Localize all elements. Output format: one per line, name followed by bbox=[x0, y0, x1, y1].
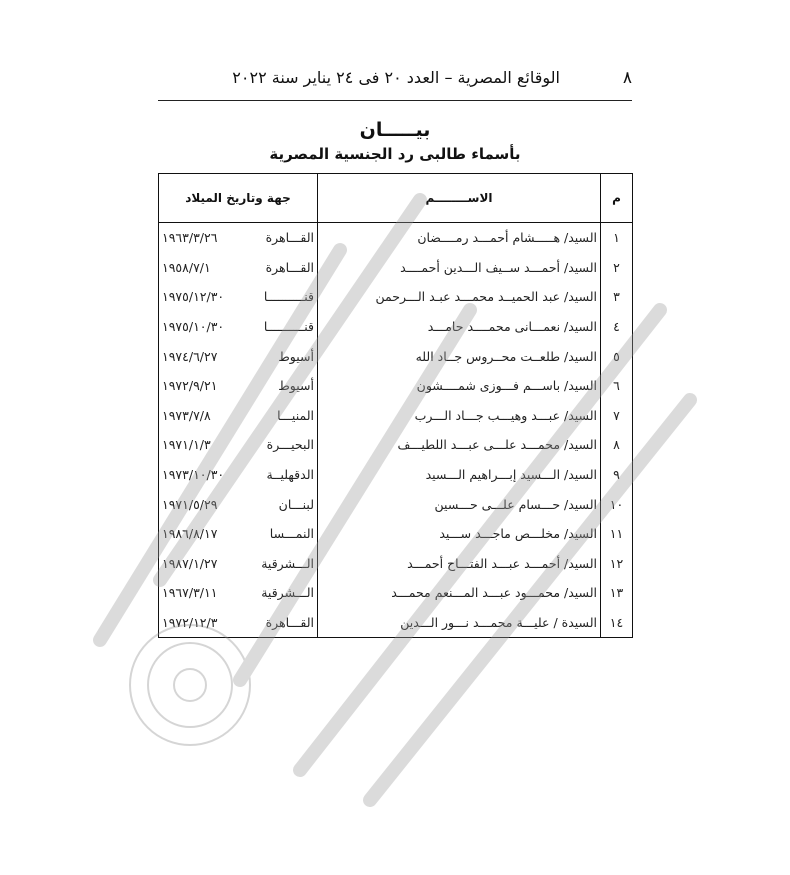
birth-place: الدقهليــة bbox=[266, 467, 314, 483]
applicant-name: السيد/ طلعــت محــروس جــاد الله bbox=[318, 341, 601, 371]
birth-date: ١٩٧٣/٧/٨ bbox=[162, 407, 211, 423]
table-row bbox=[159, 549, 633, 579]
birth-date: ١٩٧٢/٩/٢١ bbox=[162, 378, 218, 394]
birth-place-date-cell bbox=[159, 282, 318, 312]
row-number: ١١ bbox=[601, 519, 633, 549]
birth-place: الـــشرقية bbox=[261, 585, 314, 601]
birth-date: ١٩٦٣/٣/٢٦ bbox=[162, 230, 218, 246]
applicant-name: السيد/ محمـــد علـــى عبـــد اللطيـــف bbox=[318, 430, 601, 460]
row-number: ٩ bbox=[601, 460, 633, 490]
birth-date: ١٩٧٥/١٠/٣٠ bbox=[162, 319, 225, 335]
birth-date: ١٩٨٦/٨/١٧ bbox=[162, 526, 218, 542]
page-number: ٨ bbox=[622, 68, 632, 88]
column-header-name: الاســــــــم bbox=[318, 174, 601, 223]
birth-place: لبنـــان bbox=[278, 496, 314, 512]
birth-place-date-cell bbox=[159, 341, 318, 371]
birth-place: البحيـــرة bbox=[266, 437, 314, 453]
applicant-name: السيد/ نعمـــانى محمــــد حامـــد bbox=[318, 312, 601, 342]
birth-place: قنــــــــــا bbox=[263, 319, 314, 335]
birth-date: ١٩٨٧/١/٢٧ bbox=[162, 555, 218, 571]
applicant-name: السيد/ حـــسام علـــى حـــسين bbox=[318, 489, 601, 519]
applicants-table bbox=[158, 173, 633, 638]
birth-place: أسيوط bbox=[278, 378, 314, 394]
birth-place-date-cell bbox=[159, 460, 318, 490]
birth-place-date-cell bbox=[159, 371, 318, 401]
birth-place-date-cell bbox=[159, 608, 318, 638]
birth-date: ١٩٧٢/١٢/٣ bbox=[162, 615, 218, 631]
column-header-number: م bbox=[601, 174, 633, 223]
table-row bbox=[159, 401, 633, 431]
table-row bbox=[159, 608, 633, 638]
table-row bbox=[159, 489, 633, 519]
row-number: ١ bbox=[601, 223, 633, 253]
applicant-name: السيد/ محمـــود عبـــد المـــنعم محمـــد bbox=[318, 578, 601, 608]
birth-place-date-cell bbox=[159, 253, 318, 283]
column-header-birth-place-date: جهة وتاريخ الميلاد bbox=[159, 174, 318, 223]
table-row bbox=[159, 578, 633, 608]
document-title: بيـــــان bbox=[359, 119, 431, 141]
birth-place: القـــاهرة bbox=[265, 259, 314, 275]
applicant-name: السيد/ مخلـــص ماجـــد ســـيد bbox=[318, 519, 601, 549]
birth-date: ١٩٥٨/٧/١ bbox=[162, 259, 211, 275]
table-row bbox=[159, 371, 633, 401]
applicant-name: السيد/ الـــسيد إبـــراهيم الـــسيد bbox=[318, 460, 601, 490]
table-row bbox=[159, 460, 633, 490]
birth-date: ١٩٦٧/٣/١١ bbox=[162, 585, 218, 601]
birth-place-date-cell bbox=[159, 223, 318, 253]
row-number: ١٠ bbox=[601, 489, 633, 519]
birth-date: ١٩٧٤/٦/٢٧ bbox=[162, 348, 218, 364]
applicant-name: السيد/ عبـــد وهيـــب جـــاد الـــرب bbox=[318, 401, 601, 431]
birth-date: ١٩٧١/٥/٢٩ bbox=[162, 496, 218, 512]
row-number: ٥ bbox=[601, 341, 633, 371]
birth-place-date-cell bbox=[159, 401, 318, 431]
header-divider bbox=[158, 100, 632, 101]
applicant-name: السيد/ عبد الحميــد محمـــد عبـد الـــرحمن bbox=[318, 282, 601, 312]
birth-date: ١٩٧٥/١٢/٣٠ bbox=[162, 289, 225, 305]
seal-icon bbox=[130, 625, 250, 745]
table-row bbox=[159, 223, 633, 253]
applicant-name: السيد/ أحمـــد ســيف الـــدين أحمــــد bbox=[318, 253, 601, 283]
birth-place-date-cell bbox=[159, 312, 318, 342]
table-row bbox=[159, 430, 633, 460]
row-number: ٢ bbox=[601, 253, 633, 283]
gazette-header-title: الوقائع المصرية – العدد ٢٠ فى ٢٤ يناير سنة ٢٠٢٢ bbox=[232, 68, 560, 87]
row-number: ٧ bbox=[601, 401, 633, 431]
table-row bbox=[159, 253, 633, 283]
table-row bbox=[159, 282, 633, 312]
table-row bbox=[159, 341, 633, 371]
birth-place-date-cell bbox=[159, 578, 318, 608]
table-header-row bbox=[159, 174, 633, 223]
applicant-name: السيد/ باســـم فـــوزى شمــــشون bbox=[318, 371, 601, 401]
applicant-name: السيد/ أحمـــد عبـــد الفتـــاح أحمـــد bbox=[318, 549, 601, 579]
row-number: ١٤ bbox=[601, 608, 633, 638]
birth-place: القـــاهرة bbox=[265, 230, 314, 246]
birth-place-date-cell bbox=[159, 549, 318, 579]
birth-place-date-cell bbox=[159, 519, 318, 549]
birth-place-date-cell bbox=[159, 489, 318, 519]
birth-date: ١٩٧١/١/٣ bbox=[162, 437, 211, 453]
document-subtitle: بأسماء طالبى رد الجنسية المصرية bbox=[269, 145, 521, 163]
row-number: ٤ bbox=[601, 312, 633, 342]
birth-place: النمـــسا bbox=[269, 526, 314, 542]
birth-place-date-cell bbox=[159, 430, 318, 460]
row-number: ٣ bbox=[601, 282, 633, 312]
birth-place: القـــاهرة bbox=[265, 615, 314, 631]
birth-date: ١٩٧٣/١٠/٣٠ bbox=[162, 467, 225, 483]
birth-place: المنيـــا bbox=[277, 407, 314, 423]
applicant-name: السيدة / عليـــة محمـــد نـــور الـــدين bbox=[318, 608, 601, 638]
birth-place: قنــــــــــا bbox=[263, 289, 314, 305]
row-number: ١٢ bbox=[601, 549, 633, 579]
birth-place: الـــشرقية bbox=[261, 555, 314, 571]
table-row bbox=[159, 519, 633, 549]
birth-place: أسيوط bbox=[278, 348, 314, 364]
table-row bbox=[159, 312, 633, 342]
table-body bbox=[159, 223, 633, 638]
row-number: ١٣ bbox=[601, 578, 633, 608]
page-header bbox=[158, 68, 632, 94]
row-number: ٦ bbox=[601, 371, 633, 401]
row-number: ٨ bbox=[601, 430, 633, 460]
applicant-name: السيد/ هـــــشام أحمـــد رمــــضان bbox=[318, 223, 601, 253]
